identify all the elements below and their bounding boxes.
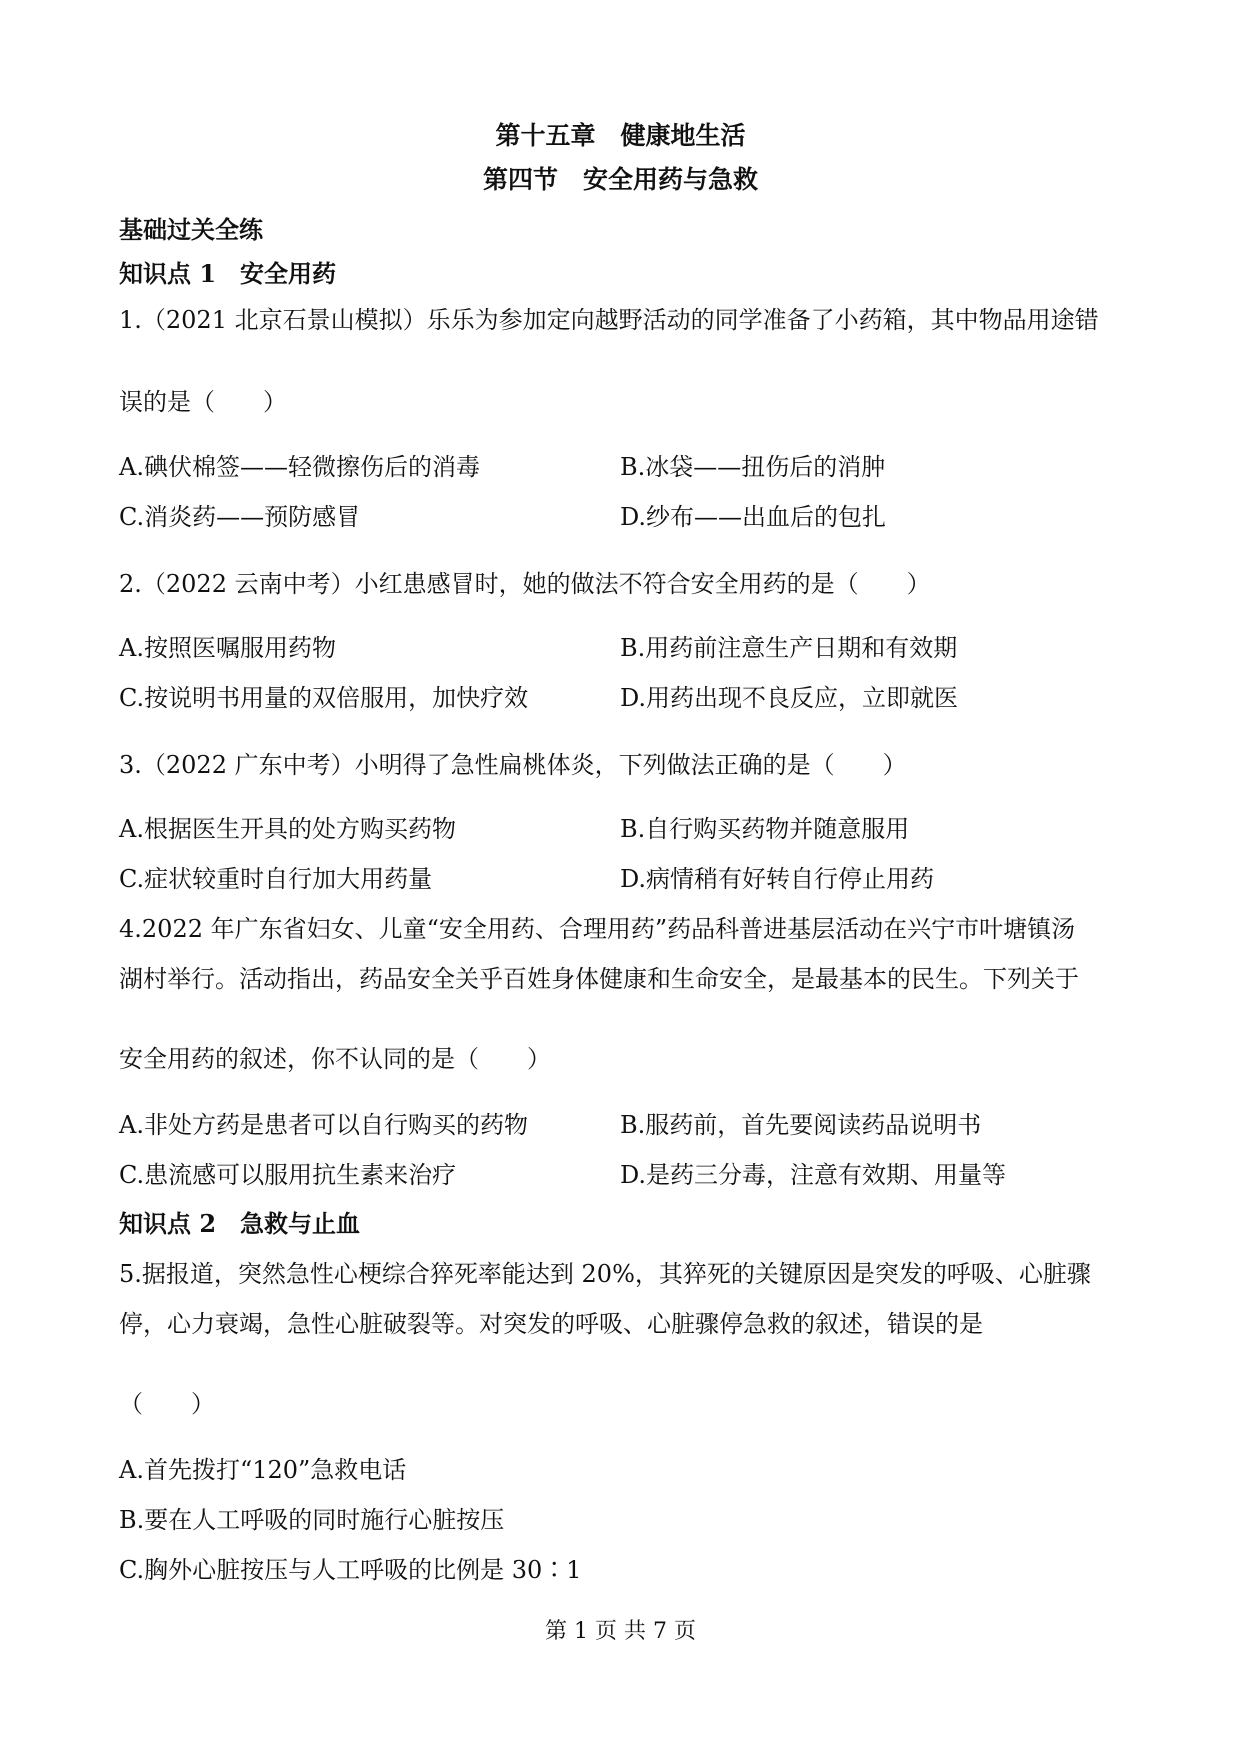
question-1-stem: 1.（2021 北京石景山模拟）乐乐为参加定向越野活动的同学准备了小药箱，其中物品用途错 [119, 306, 1099, 334]
question-5-option-c: C.胸外心脏按压与人工呼吸的比例是 30∶1 [119, 1556, 582, 1584]
question-5-stem: 停，心力衰竭，急性心脏破裂等。对突发的呼吸、心脏骤停急救的叙述，错误的是 [119, 1310, 983, 1338]
question-5-stem: 5.据报道，突然急性心梗综合猝死率能达到 20%，其猝死的关键原因是突发的呼吸、心脏骤 [119, 1260, 1091, 1288]
question-1-option-a: A.碘伏棉签——轻微擦伤后的消毒 [119, 453, 480, 481]
question-1-stem: 误的是（ ） [119, 388, 287, 416]
question-2-option-b: B.用药前注意生产日期和有效期 [620, 634, 958, 662]
question-2-option-a: A.按照医嘱服用药物 [119, 634, 336, 662]
question-4-option-c: C.患流感可以服用抗生素来治疗 [119, 1161, 457, 1189]
question-4-option-a: A.非处方药是患者可以自行购买的药物 [119, 1111, 528, 1139]
question-2-option-d: D.用药出现不良反应，立即就医 [620, 684, 959, 712]
question-3-option-a: A.根据医生开具的处方购买药物 [119, 815, 456, 843]
question-5-option-b: B.要在人工呼吸的同时施行心脏按压 [119, 1506, 505, 1534]
section-header: 基础过关全练 [119, 215, 263, 244]
question-3-stem: 3.（2022 广东中考）小明得了急性扁桃体炎，下列做法正确的是（ ） [119, 751, 907, 779]
question-1-option-c: C.消炎药——预防感冒 [119, 503, 361, 531]
page-footer: 第 1 页 共 7 页 [545, 1619, 696, 1644]
question-4-stem: 4.2022 年广东省妇女、儿童“安全用药、合理用药”药品科普进基层活动在兴宁市叶塘镇汤 [119, 915, 1076, 943]
question-3-option-b: B.自行购买药物并随意服用 [620, 815, 910, 843]
question-3-option-c: C.症状较重时自行加大用药量 [119, 865, 433, 893]
section-title: 第四节 安全用药与急救 [482, 165, 758, 194]
question-2-option-c: C.按说明书用量的双倍服用，加快疗效 [119, 684, 529, 712]
knowledge-point-heading: 知识点 1 安全用药 [119, 259, 337, 288]
question-5-option-a: A.首先拨打“120”急救电话 [119, 1456, 407, 1484]
question-1-option-b: B.冰袋——扭伤后的消肿 [620, 453, 886, 481]
question-4-stem: 安全用药的叙述，你不认同的是（ ） [119, 1045, 551, 1073]
question-3-option-d: D.病情稍有好转自行停止用药 [620, 865, 935, 893]
question-4-stem: 湖村举行。活动指出，药品安全关乎百姓身体健康和生命安全，是最基本的民生。下列关于 [119, 965, 1079, 993]
question-4-option-b: B.服药前，首先要阅读药品说明书 [620, 1111, 982, 1139]
question-2-stem: 2.（2022 云南中考）小红患感冒时，她的做法不符合安全用药的是（ ） [119, 570, 931, 598]
question-1-option-d: D.纱布——出血后的包扎 [620, 503, 887, 531]
question-4-option-d: D.是药三分毒，注意有效期、用量等 [620, 1161, 1007, 1189]
question-5-stem: （ ） [119, 1390, 215, 1418]
knowledge-point-heading: 知识点 2 急救与止血 [119, 1209, 361, 1238]
chapter-title: 第十五章 健康地生活 [495, 121, 746, 150]
